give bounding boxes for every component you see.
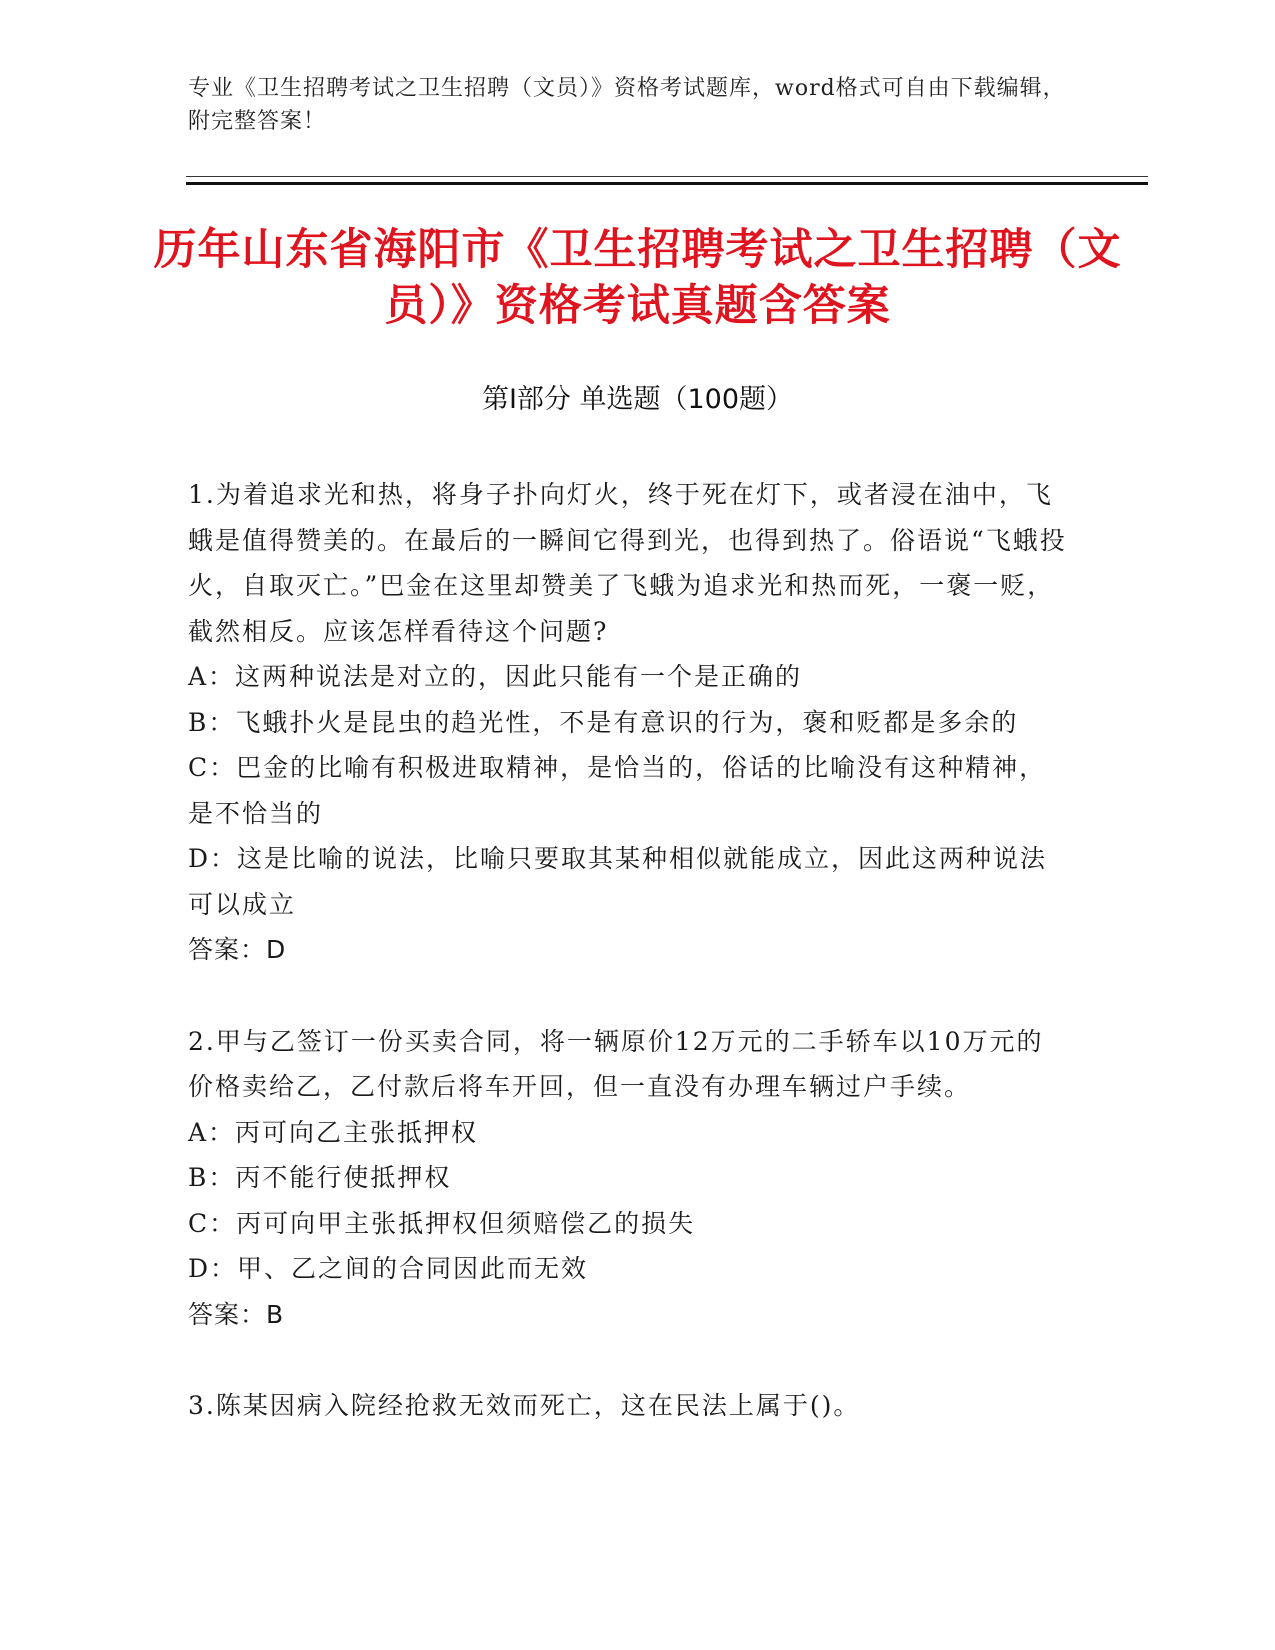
question-list [188,472,1068,1475]
answer: 答案：B [188,1299,285,1329]
option-a: A：这两种说法是对立的，因此只能有一个是正确的 [188,662,803,691]
question-stem: 3.陈某因病入院经抢救无效而死亡，这在民法上属于()。 [188,1391,861,1420]
option-c: C：丙可向甲主张抵押权但须赔偿乙的损失 [188,1208,696,1238]
section-title: 第Ⅰ部分 单选题（100题） [481,384,794,415]
header-divider-thick [186,182,1148,185]
header-note: 专业《卫生招聘考试之卫生招聘（文员）》资格考试题库，word格式可自由下载编辑，附完整答案！ [188,76,1066,134]
option-b: B：飞蛾扑火是昆虫的趋光性，不是有意识的行为，褒和贬都是多余的 [188,707,1019,737]
option-c: C：巴金的比喻有积极进取精神，是恰当的，俗话的比喻没有这种精神，是不恰当的 [188,753,1047,828]
option-d: D：这是比喻的说法，比喻只要取其某种相似就能成立，因此这两种说法可以成立 [188,844,1048,919]
document-title: 历年山东省海阳市《卫生招聘考试之卫生招聘（文员）》资格考试真题含答案 [153,225,1122,331]
answer: 答案：D [188,935,287,964]
question-2 [188,1019,1068,1338]
question-stem: 1.为着追求光和热，将身子扑向灯火，终于死在灯下，或者浸在油中，飞蛾是值得赞美的。在最后的一瞬间它得到光，也得到热了。俗语说“飞蛾投火，自取灭亡。”巴金在这里却赞美了飞蛾为追求光和热而死，一褒一贬，截然相反。应该怎样看待这个问题? [188,480,1067,646]
option-d: D：甲、乙之间的合同因此而无效 [188,1254,589,1283]
question-stem: 2.甲与乙签订一份买卖合同，将一辆原价12万元的二手轿车以10万元的价格卖给乙，乙付款后将车开回，但一直没有办理车辆过户手续。 [188,1026,1044,1101]
option-a: A：丙可向乙主张抵押权 [188,1117,479,1147]
option-b: B：丙不能行使抵押权 [188,1163,452,1192]
question-3 [188,1383,1068,1429]
question-1 [188,472,1068,973]
header-divider-thin [186,176,1148,177]
